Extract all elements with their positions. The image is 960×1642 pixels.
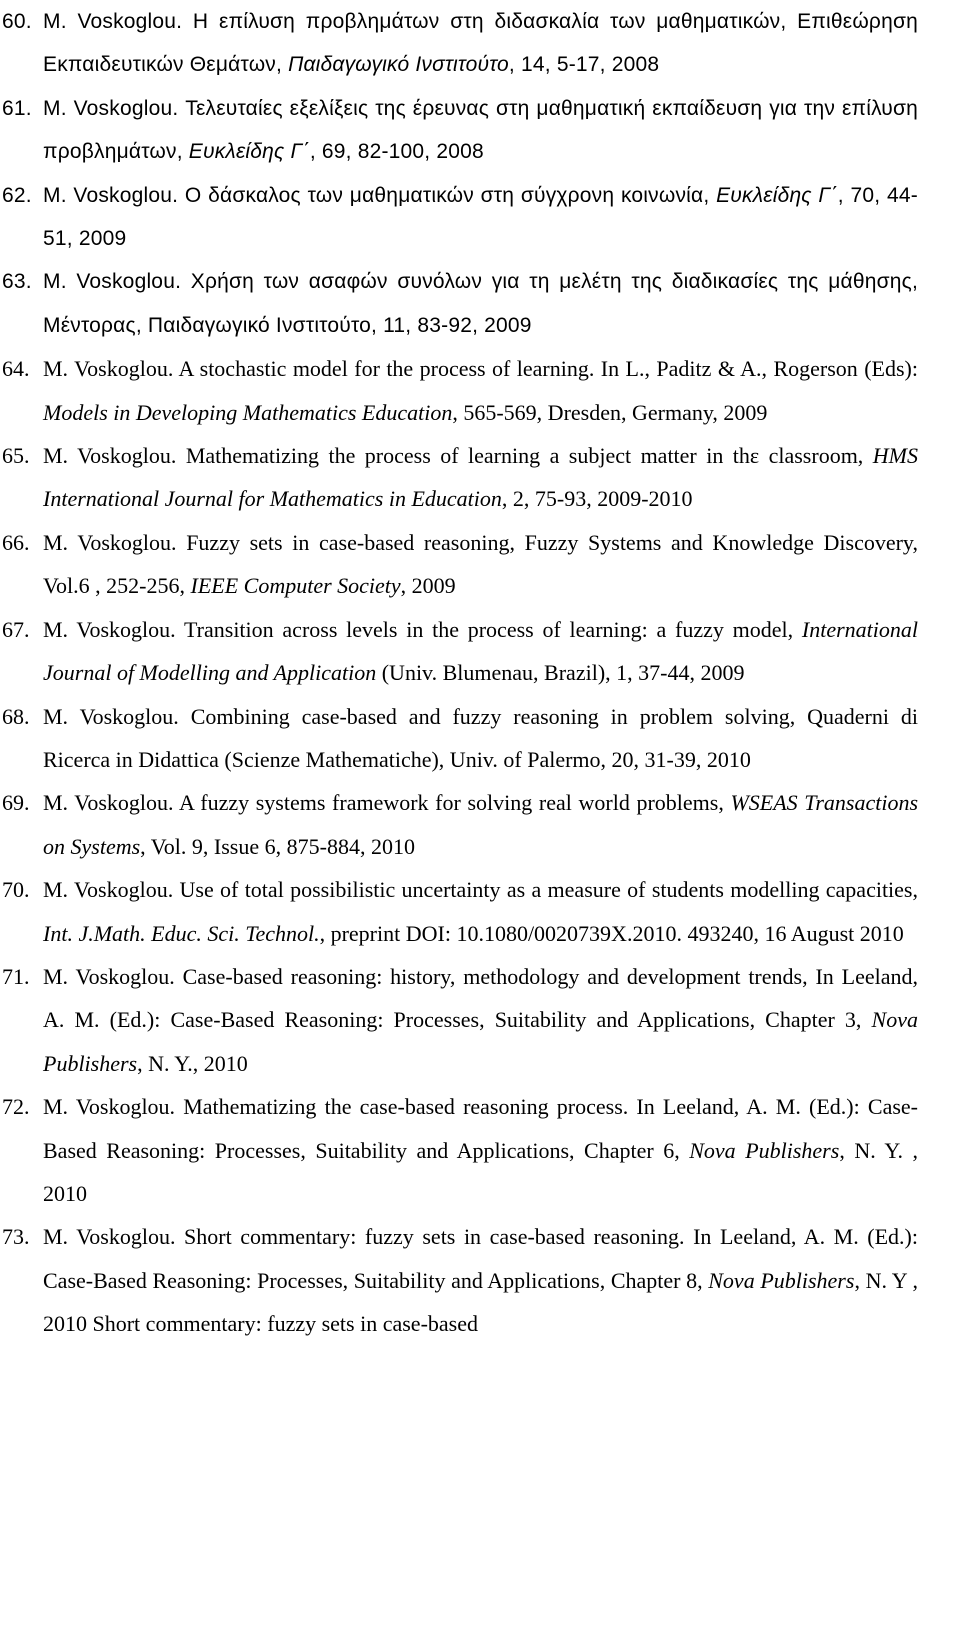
reference-source-italic: HMS International Journal for Mathematics in Education [43,443,918,512]
reference-text-segment: M. Voskoglou. Χρήση των ασαφών συνόλων για τη μελέτη της διαδικασίες της μάθησης, Μέντορας, Παιδαγωγικό Ινστιτούτο, 11, 83-92, 2009 [43,270,918,337]
reference-text [43,174,918,261]
reference-number: 69. [2,790,30,816]
reference-item [0,781,918,868]
reference-item [0,434,918,521]
reference-text-segment: , 70, 44-51, 2009 [43,183,918,251]
reference-source-italic: IEEE Computer Society [190,573,401,599]
reference-number: 62. [2,183,32,207]
reference-text-segment: M. Voskoglou. Ο δάσκαλος των μαθηματικών στη σύγχρονη κοινωνία, [43,183,717,207]
reference-source-italic: Int. J.Math. Educ. Sci. Technol. [43,920,320,946]
reference-source-italic: Nova Publishers [689,1137,840,1163]
reference-text [43,781,918,868]
reference-text-segment: M. Voskoglou. Transition across levels in the process of learning: a fuzzy model, [43,616,802,642]
reference-number: 63. [2,270,32,294]
reference-number: 73. [2,1224,30,1250]
reference-number: 67. [2,616,30,642]
reference-text [43,1215,918,1345]
reference-text [43,0,918,87]
reference-text [43,87,918,174]
reference-source-italic: WSEAS Transactions on Systems [43,790,918,859]
reference-number: 65. [2,443,30,469]
reference-number: 70. [2,877,30,903]
reference-number: 60. [2,10,32,33]
reference-item [0,347,918,434]
reference-text-segment: , Vol. 9, Issue 6, 875-884, 2010 [140,833,415,859]
reference-number: 72. [2,1094,30,1120]
reference-source-italic: Nova Publishers [708,1267,855,1293]
reference-source-italic: Models in Developing Mathematics Education [43,399,453,425]
reference-text-segment: M. Voskoglou. A stochastic model for the process of learning. In L., Paditz & A., Rogerson (Eds): [43,356,918,382]
reference-text [43,868,918,955]
reference-text-segment: M. Voskoglou. Τελευταίες εξελίξεις της έρευνας στη μαθηματική εκπαίδευση για την επίλυση προβλημάτων, [43,96,918,164]
reference-text [43,347,918,434]
reference-text-segment: M. Voskoglou. Fuzzy sets in case-based reasoning, Fuzzy Systems and Knowledge Discovery, Vol.6 , 252-256, [43,529,918,599]
reference-item [0,608,918,695]
reference-number: 71. [2,963,30,989]
reference-item [0,695,918,782]
reference-text-segment: M. Voskoglou. Combining case-based and fuzzy reasoning in problem solving, Quaderni di Ricerca in Didattica (Scienze Mathematiche), Univ. of Palermo, 20, 31-39, 2010 [43,703,918,772]
reference-item [0,87,918,174]
reference-item [0,260,918,347]
reference-item [0,868,918,955]
reference-text-segment: , N. Y. , 2010 [43,1137,918,1206]
reference-text [43,260,918,347]
reference-number: 66. [2,529,30,555]
reference-text-segment: , 2009 [400,573,456,599]
reference-number: 68. [2,703,30,729]
reference-text-segment: M. Voskoglou. Mathematizing the process of learning a subject matter in thε classroom, [43,443,873,469]
reference-text [43,521,918,608]
reference-text-segment: , N. Y., 2010 [137,1050,248,1076]
reference-text [43,608,918,695]
reference-source-italic: Ευκλείδης Γ΄ [188,140,310,164]
reference-text-segment: , 565-569, Dresden, Germany, 2009 [452,399,768,425]
reference-text-segment: M. Voskoglou. Use of total possibilistic uncertainty as a measure of students modelling capacities, [43,877,918,903]
reference-source-italic: Ευκλείδης Γ΄ [716,183,838,207]
reference-number: 64. [2,356,30,382]
reference-number: 61. [2,96,32,120]
reference-text-segment: M. Voskoglou. A fuzzy systems framework for solving real world problems, [43,790,731,816]
reference-item [0,1085,918,1215]
reference-text-segment: , 14, 5-17, 2008 [508,53,660,77]
reference-text-segment: , 69, 82-100, 2008 [309,140,484,164]
reference-text-segment: , 2, 75-93, 2009-2010 [501,486,693,512]
reference-text-segment: M. Voskoglou. Case-based reasoning: history, methodology and development trends, In Leeland, A. M. (Ed.): Case-Based Reasoning: Processes, Suitability and Applications, Chapter 3, [43,963,918,1033]
reference-text [43,1085,918,1215]
reference-source-italic: Παιδαγωγικό Ινστιτούτο [288,53,509,77]
reference-text-segment: M. Voskoglou. Η επίλυση προβλημάτων στη διδασκαλία των μαθηματικών, Επιθεώρηση Εκπαιδευτικών Θεμάτων, [43,10,918,77]
reference-text [43,955,918,1085]
reference-text [43,695,918,782]
reference-item [0,0,918,87]
reference-item [0,1215,918,1345]
reference-text-segment: M. Voskoglou. Mathematizing the case-based reasoning process. In Leeland, A. M. (Ed.): Case-Based Reasoning: Processes, Suitability and Applications, Chapter 6, [43,1094,918,1163]
reference-text-segment: M. Voskoglou. Short commentary: fuzzy sets in case-based reasoning. In Leeland, A. M. (Ed.): Case-Based Reasoning: Processes, Suitability and Applications, Chapter 8, [43,1224,918,1293]
reference-source-italic: International Journal of Modelling and Application [43,616,918,686]
reference-item [0,955,918,1085]
reference-text-segment: (Univ. Blumenau, Brazil), 1, 37-44, 2009 [376,660,745,686]
reference-item [0,521,918,608]
reference-source-italic: Nova Publishers [43,1007,918,1076]
reference-item [0,174,918,261]
reference-text-segment: , preprint DOI: 10.1080/0020739X.2010. 493240, 16 August 2010 [319,920,904,946]
reference-text-segment: , N. Y , 2010 Short commentary: fuzzy sets in case-based [43,1267,918,1337]
reference-text [43,434,918,521]
